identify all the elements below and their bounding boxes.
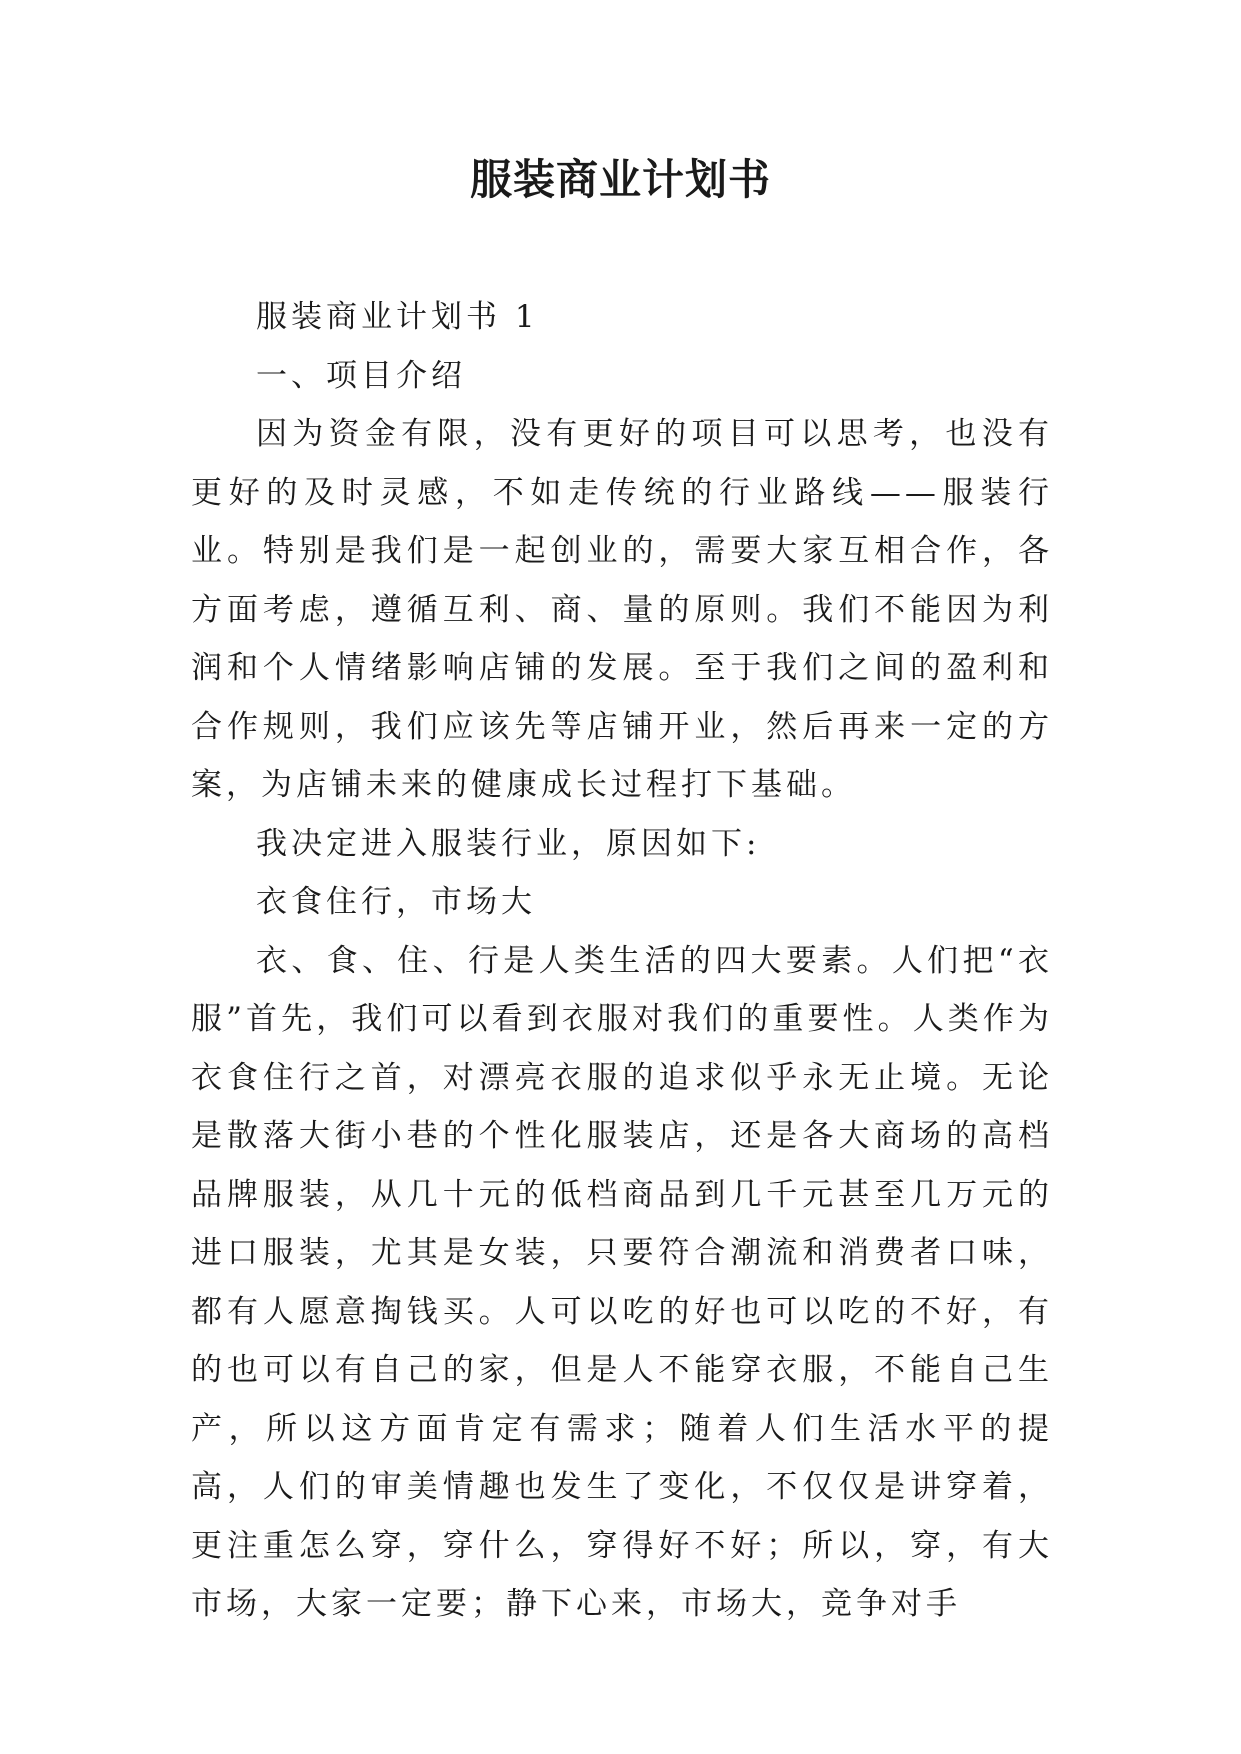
paragraph-intro: 因为资金有限，没有更好的项目可以思考，也没有更好的及时灵感，不如走传统的行业路线——服装行业。特别是我们是一起创业的，需要大家互相合作，各方面考虑，遵循互利、商、量的原则。我们不能因为利润和个人情绪影响店铺的发展。至于我们之间的盈利和合作规则，我们应该先等店铺开业，然后再来一定的方案，为店铺未来的健康成长过程打下基础。 xyxy=(191,416,1053,803)
paragraph-heading: 服装商业计划书 1 xyxy=(256,299,539,335)
paragraph-section-title: 一、项目介绍 xyxy=(256,357,466,394)
paragraph-reasons-lead: 我决定进入服装行业，原因如下: xyxy=(256,825,761,862)
document-title: 服装商业计划书 xyxy=(469,155,771,204)
document-body xyxy=(191,288,1053,1634)
paragraph-subheading: 衣食住行，市场大 xyxy=(256,884,536,920)
paragraph-market: 衣、食、住、行是人类生活的四大要素。人们把“衣服”首先，我们可以看到衣服对我们的重要性。人类作为衣食住行之首，对漂亮衣服的追求似乎永无止境。无论是散落大街小巷的个性化服装店，还是各大商场的高档品牌服装，从几十元的低档商品到几千元甚至几万元的进口服装，尤其是女装，只要符合潮流和消费者口味，都有人愿意掏钱买。人可以吃的好也可以吃的不好，有的也可以有自己的家，但是人不能穿衣服，不能自己生产，所以这方面肯定有需求；随着人们生活水平的提高，人们的审美情趣也发生了变化，不仅仅是讲穿着，更注重怎么穿，穿什么，穿得好不好；所以，穿，有大市场，大家一定要；静下心来，市场大，竞争对手 xyxy=(191,942,1053,1622)
